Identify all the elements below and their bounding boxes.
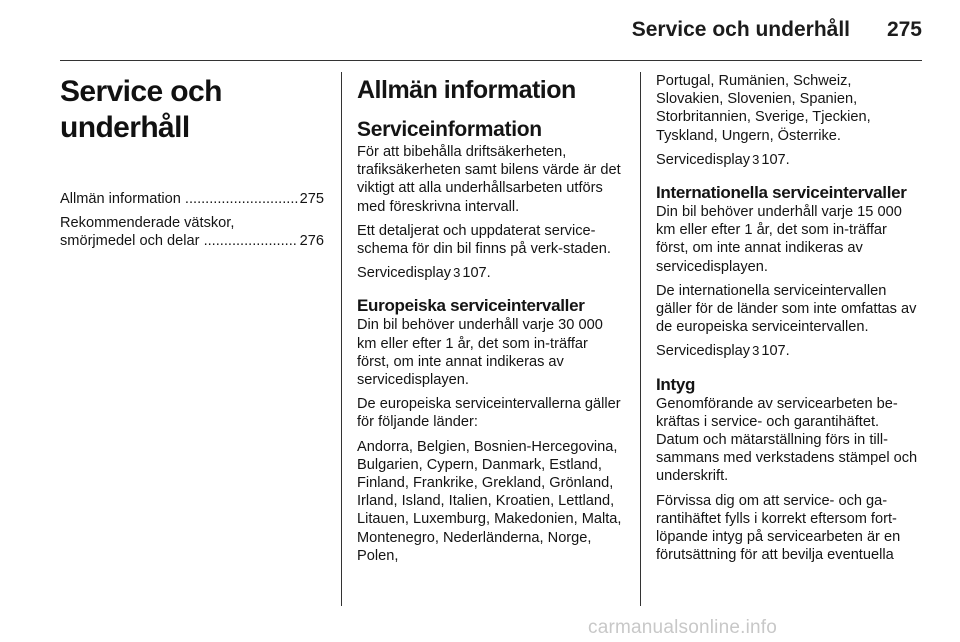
toc-entry-fluids[interactable] [60,214,324,250]
column-divider-left [341,72,342,606]
xref-arrow-icon: 3 [453,265,461,281]
country-list: Andorra, Belgien, Bosnien-Hercegovina, Bulgarien, Cypern, Danmark, Estland, Finland, Frankrike, Grekland, Grönland, Irland, Island, Italien, Kroatien, Lettland, Litauen, Luxemburg, Makedonien, Malta, Montenegro, Nederländerna, Norge, Polen, [357,438,622,564]
cross-reference[interactable] [656,151,922,169]
page-number: 275 [886,18,922,41]
xref-text: Servicedisplay [656,343,751,360]
cross-reference[interactable] [357,264,623,282]
paragraph: De europeiska serviceintervallerna gäller för följande länder: [357,396,621,431]
country-list-continued: Portugal, Rumänien, Schweiz, Slovakien, Slovenien, Spanien, Storbritannien, Sverige, Tjeckien, Tyskland, Ungern, Österrike. [656,73,871,144]
xref-page: 107. [462,265,491,282]
paragraph: Genomförande av servicearbeten be-kräftas i service- och garantihäftet. Datum och mätarställning förs in till-sammans med verkstadens stämpel och underskrift. [656,395,918,485]
paragraph: Ett detaljerat och uppdaterat service-schema för din bil finns på verk-staden. [357,222,611,258]
xref-text: Servicedisplay [357,265,452,282]
toc-entry-page: 276 [299,233,324,250]
header-title: Service och underhåll [631,18,850,41]
xref-text: Servicedisplay [656,151,751,168]
toc-entry-label [60,214,298,250]
table-of-contents [60,190,324,251]
toc-entry-page: 275 [299,191,324,207]
toc-entry-label-line1: Rekommenderade vätskor, [60,215,235,232]
heading-european-intervals: Europeiska serviceintervaller [357,296,585,316]
paragraph: Din bil behöver underhåll varje 15 000 km eller efter 1 år, det som in-träffar först, om inte annat indikeras av servicedisplayen. [656,204,902,275]
section-title: Allmän information [357,76,576,104]
xref-arrow-icon: 3 [752,151,760,167]
xref-page: 107. [761,343,790,360]
paragraph: Förvissa dig om att service- och ga-rantihäftet fylls i korrekt eftersom fort-löpande intyg på servicearbeten är en förutsättning för att bevilja eventuella [656,492,901,564]
chapter-title: Service och underhåll [60,75,222,144]
content-column-middle [357,72,623,565]
watermark-text: carmanualsonline.info [588,617,778,638]
heading-international-intervals: Internationella serviceintervaller [656,183,907,203]
header-divider [60,60,922,61]
toc-entry-label-line2: smörjmedel och delar ..... [60,232,298,250]
toc-column [60,72,324,257]
content-column-right [656,72,922,564]
heading-serviceinformation: Serviceinformation [357,118,542,141]
cross-reference[interactable] [656,342,922,360]
paragraph: För att bibehålla driftsäkerheten, trafiksäkerheten samt bilens värde är det viktigt att alla underhållsarbeten utförs med föreskrivna intervall. [357,144,621,215]
heading-certificate: Intyg [656,374,696,394]
xref-page: 107. [761,151,790,168]
paragraph: Din bil behöver underhåll varje 30 000 km eller efter 1 år, det som in-träffar först, om inte annat indikeras av servicedisplayen. [357,317,603,389]
toc-entry-label: Allmän information ..... [60,190,298,208]
page-header [60,8,922,60]
paragraph: De internationella serviceintervallen gäller för de länder som inte omfattas av de europeiska serviceintervallen. [656,282,917,336]
toc-entry-general-info[interactable] [60,190,324,208]
xref-arrow-icon: 3 [752,343,760,359]
column-divider-right [640,72,641,606]
